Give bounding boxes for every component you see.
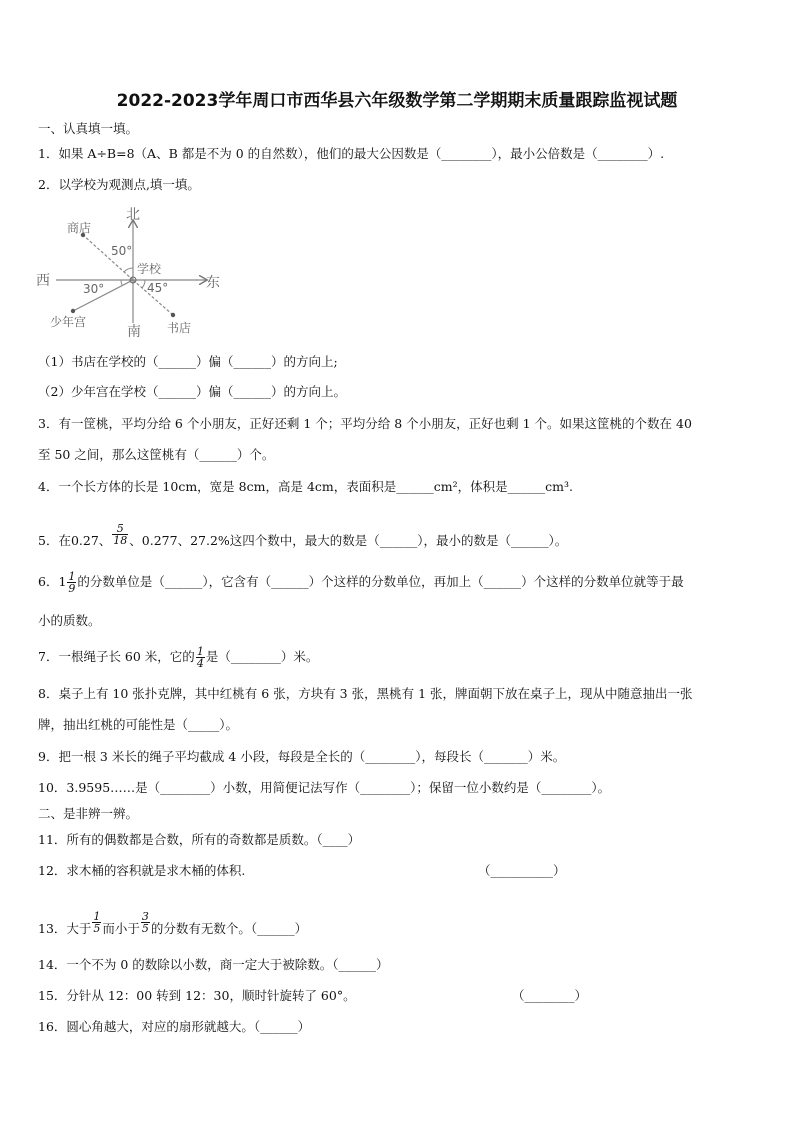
- question-6: 6．1 $\frac{1}{9}$ 的分数单位是（______），它含有（______）个这样的分数单位，再加上（______）个这样的分数单位就等于最: [38, 570, 684, 595]
- label-angle-45: 45°: [147, 281, 169, 295]
- question-16: 16．圆心角越大，对应的扇形就越大。（______）: [38, 1019, 311, 1034]
- question-2-2: （2）少年宫在学校（______）偏（______）的方向上。: [38, 384, 346, 399]
- question-11: 11．所有的偶数都是合数，所有的奇数都是质数。（____）: [38, 832, 361, 847]
- question-8-line-1: 8．桌子上有 10 张扑克牌，其中红桃有 6 张，方块有 3 张，黑桃有 1 张，牌面朝下放在桌子上，现从中随意抽出一张: [38, 686, 693, 701]
- label-east: 东: [206, 275, 220, 291]
- compass-diagram: [34, 205, 234, 340]
- label-bookstore: 书店: [167, 321, 192, 335]
- question-5: [38, 522, 568, 553]
- question-3-line-1: 3．有一筐桃，平均分给 6 个小朋友，正好还剩 1 个；平均分给 8 个小朋友，正好也剩 1 个。如果这筐桃的个数在 40: [38, 416, 692, 431]
- question-12: 12．求木桶的容积就是求木桶的体积.: [38, 863, 246, 878]
- question-2: 2．以学校为观测点,填一填。: [38, 177, 200, 192]
- label-store: 商店: [67, 221, 92, 235]
- question-14: 14．一个不为 0 的数除以小数，商一定大于被除数。（______）: [38, 957, 389, 972]
- section-heading-true-false: 二、是非辨一辨。: [38, 806, 139, 821]
- label-south: 南: [127, 324, 141, 340]
- question-1: 1．如果 A÷B=8（A、B 都是不为 0 的自然数），他们的最大公因数是（________），最小公倍数是（________）.: [38, 146, 665, 161]
- label-north: 北: [126, 207, 140, 223]
- question-4: 4．一个长方体的长是 10cm，宽是 8cm，高是 4cm，表面积是______cm²，体积是______cm³.: [38, 479, 573, 494]
- arc-50: [124, 268, 133, 272]
- question-2-1: （1）书店在学校的（______）偏（______）的方向上;: [38, 354, 338, 369]
- label-school: 学校: [137, 262, 162, 276]
- question-3-line-2: 至 50 之间，那么这筐桃有（______）个。: [38, 447, 275, 462]
- label-youth-palace: 少年宫: [50, 315, 87, 329]
- bookstore-point: [171, 313, 175, 317]
- question-8-line-2: 牌，抽出红桃的可能性是（_____）。: [38, 717, 239, 732]
- arc-45: [142, 280, 145, 288]
- label-angle-50: 50°: [111, 244, 133, 258]
- question-6-line-2: 小的质数。: [38, 613, 101, 628]
- question-5-prefix: 5．在0.27、: [38, 533, 112, 548]
- fraction-5-18: $\frac{5}{18}$: [113, 522, 128, 547]
- page-title: 2022-2023学年周口市西华县六年级数学第二学期期末质量跟踪监视试题: [116, 91, 678, 111]
- fraction-1-5: $\frac{1}{5}$: [93, 910, 101, 935]
- label-west: 西: [36, 273, 50, 289]
- question-15: 15．分针从 12：00 转到 12：30，顺时针旋转了 60°。: [38, 988, 356, 1003]
- question-10: 10．3.9595……是（________）小数，用简便记法写作（________）；保留一位小数约是（________）。: [38, 780, 611, 795]
- fraction-1-4: $\frac{1}{4}$: [196, 645, 204, 670]
- question-9: 9．把一根 3 米长的绳子平均截成 4 小段，每段是全长的（________），每段长（_______）米。: [38, 749, 566, 764]
- question-13: 13．大于 $\frac{1}{5}$ 而小于 $\frac{3}{5}$ 的分数有无数个。（______）: [38, 910, 308, 936]
- question-15-blank: （________）: [512, 988, 588, 1003]
- question-12-blank: （__________）: [478, 863, 566, 878]
- label-angle-30: 30°: [83, 282, 105, 296]
- fraction-3-5: $\frac{3}{5}$: [141, 910, 149, 935]
- mixed-number-whole: 1: [58, 574, 67, 589]
- arc-30: [121, 280, 122, 285]
- fraction-1-9: $\frac{1}{9}$: [68, 570, 76, 595]
- youth-palace-point: [71, 309, 75, 313]
- question-7: 7．一根绳子长 60 米，它的 $\frac{1}{4}$ 是（________）米。: [38, 645, 319, 670]
- question-5-suffix: 、0.277、27.2%这四个数中，最大的数是（______），最小的数是（______）。: [129, 533, 568, 548]
- section-heading-fill-in: 一、认真填一填。: [38, 121, 139, 136]
